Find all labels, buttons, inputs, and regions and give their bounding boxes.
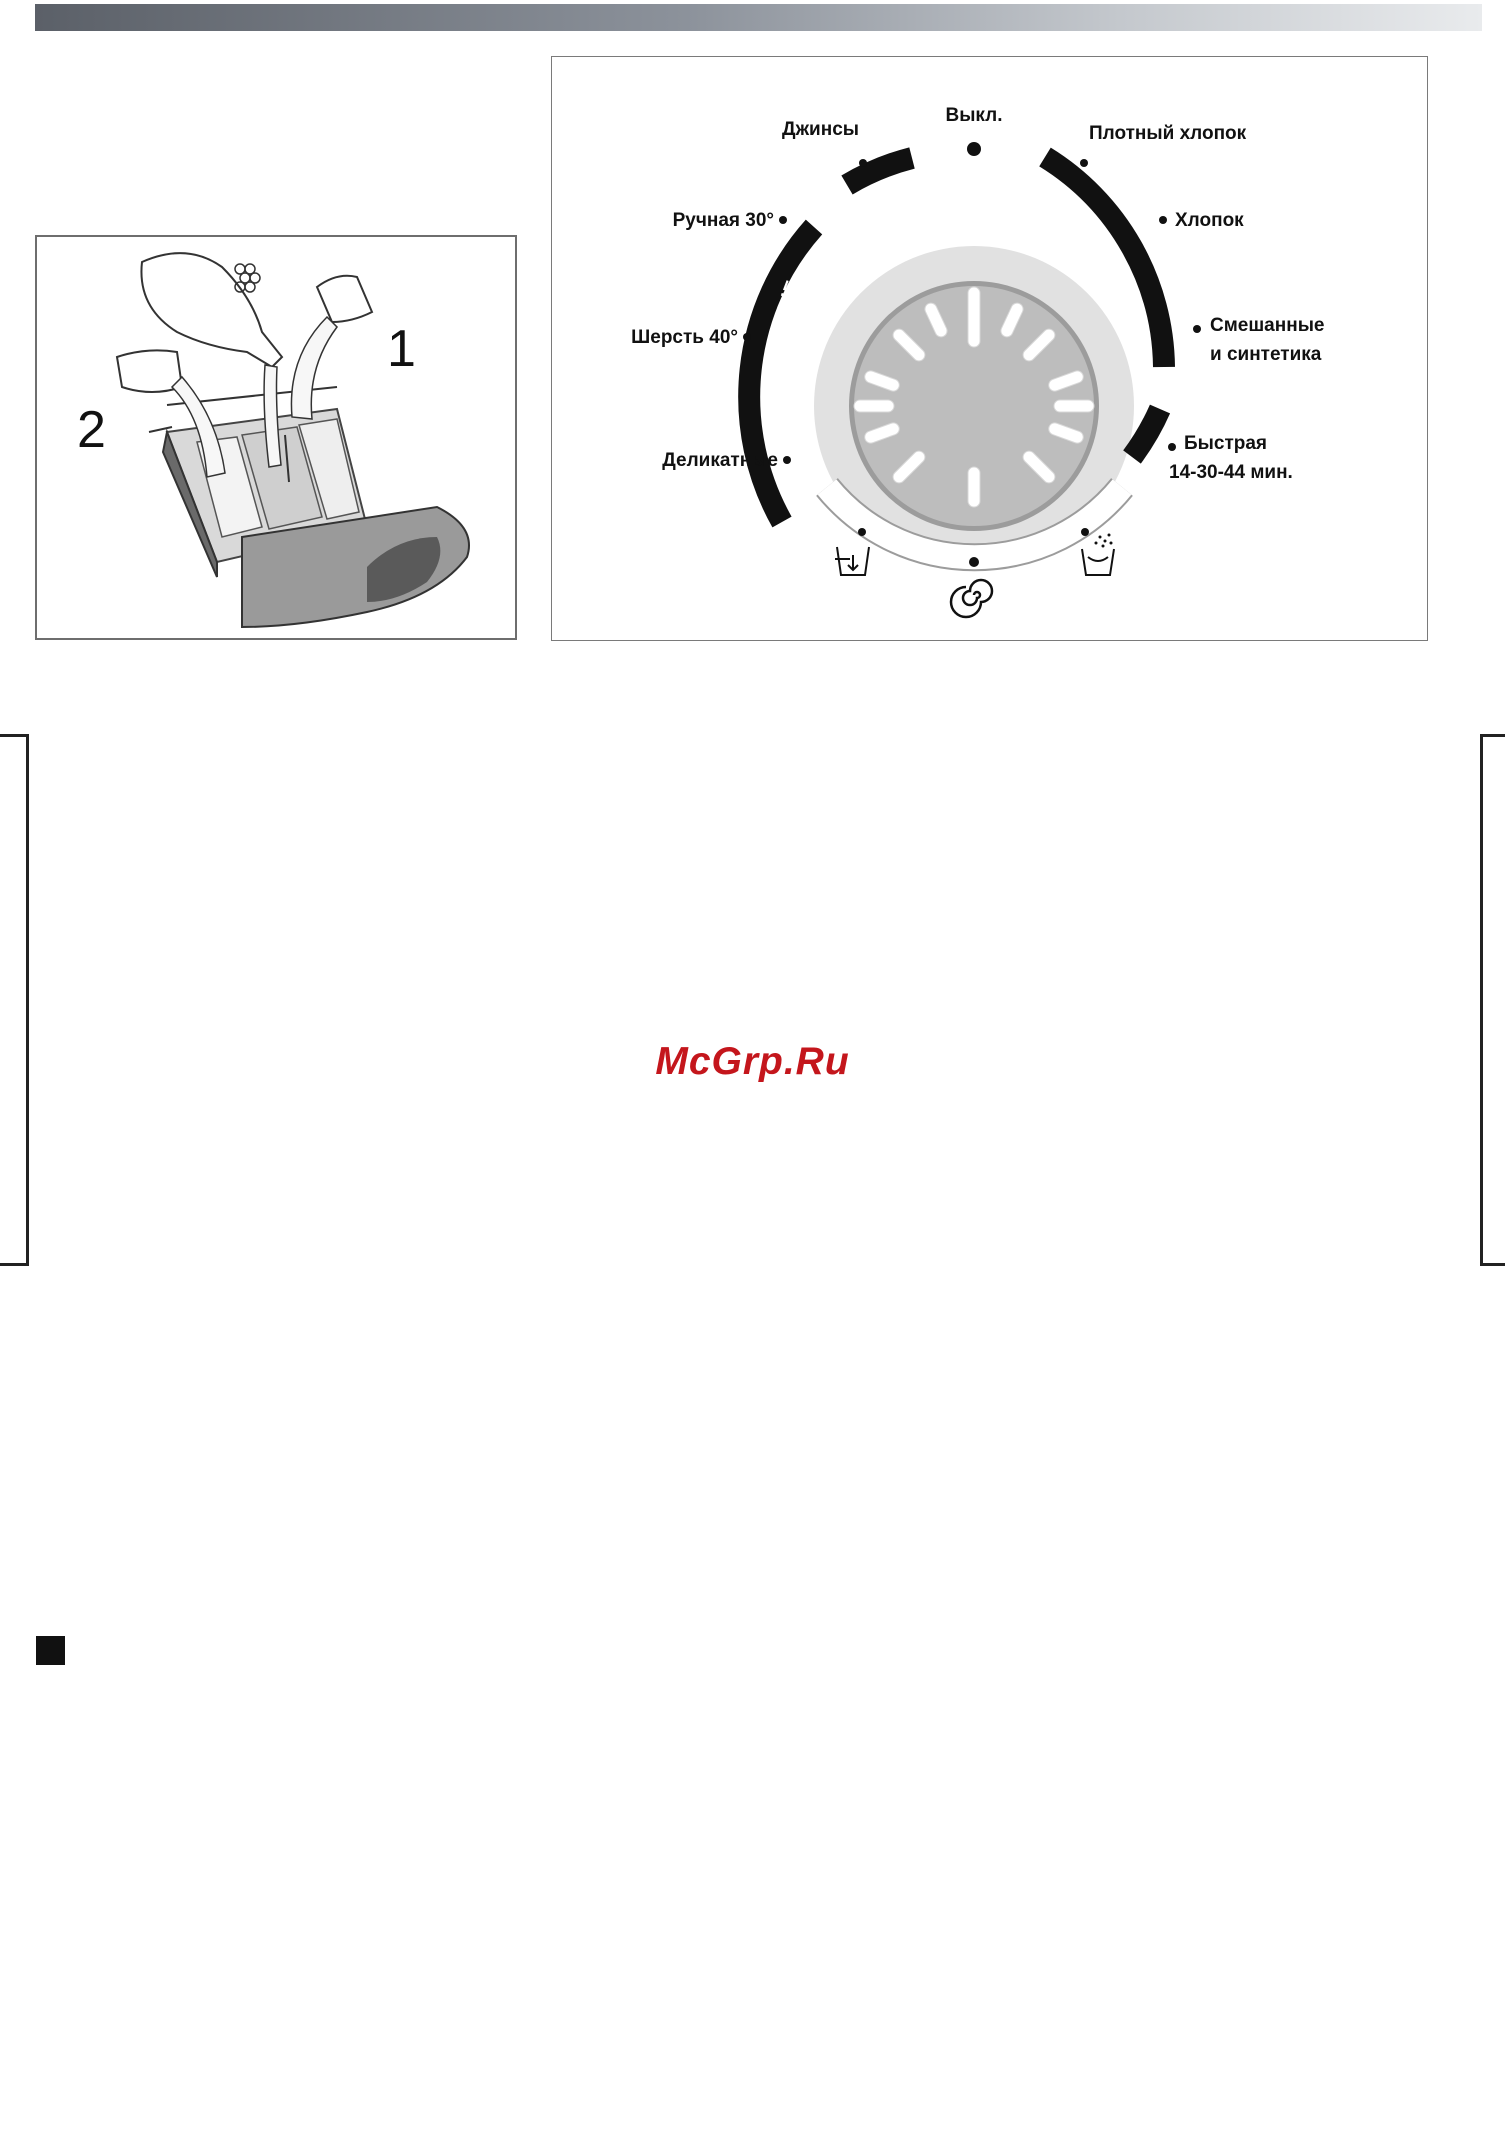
watermark-text: McGrp.Ru xyxy=(655,1040,850,1083)
rinse-icon[interactable] xyxy=(1082,534,1114,576)
drawer-illustration xyxy=(37,237,515,638)
program-cotton[interactable]: Хлопок xyxy=(1175,210,1244,231)
detergent-drawer-figure xyxy=(35,235,517,640)
program-quick-line2: 14-30-44 мин. xyxy=(1169,462,1293,483)
content-bracket-left xyxy=(0,734,29,1266)
program-quick-line1[interactable]: Быстрая xyxy=(1184,433,1268,454)
drain-icon[interactable] xyxy=(835,547,869,575)
program-jeans[interactable]: Джинсы xyxy=(782,119,859,140)
program-delicates[interactable]: Деликатные xyxy=(662,450,778,471)
program-off[interactable]: Выкл. xyxy=(945,105,1003,126)
quick-mark xyxy=(1132,409,1160,457)
spin-icon[interactable] xyxy=(951,580,992,617)
compartment-1-label: 1 xyxy=(387,320,416,378)
program-dial xyxy=(552,57,1426,639)
delicate-group-label: ДЕЛИКАТНЫЕ xyxy=(766,278,804,419)
program-hand[interactable]: Ручная 30° xyxy=(672,210,774,231)
program-mixed-line1[interactable]: Смешанные xyxy=(1210,315,1325,336)
header-gradient-bar xyxy=(35,4,1482,31)
section-marker-square xyxy=(36,1636,65,1665)
program-heavy-cotton[interactable]: Плотный хлопок xyxy=(1089,123,1247,144)
program-dial-figure xyxy=(551,56,1428,641)
program-mixed-line2: и синтетика xyxy=(1210,344,1322,365)
fabrics-group-label: ТКАНИ xyxy=(1029,185,1090,244)
jeans-mark xyxy=(847,158,912,185)
content-bracket-right xyxy=(1480,734,1505,1266)
program-wool[interactable]: Шерсть 40° xyxy=(631,327,738,348)
compartment-2-label: 2 xyxy=(77,401,106,459)
